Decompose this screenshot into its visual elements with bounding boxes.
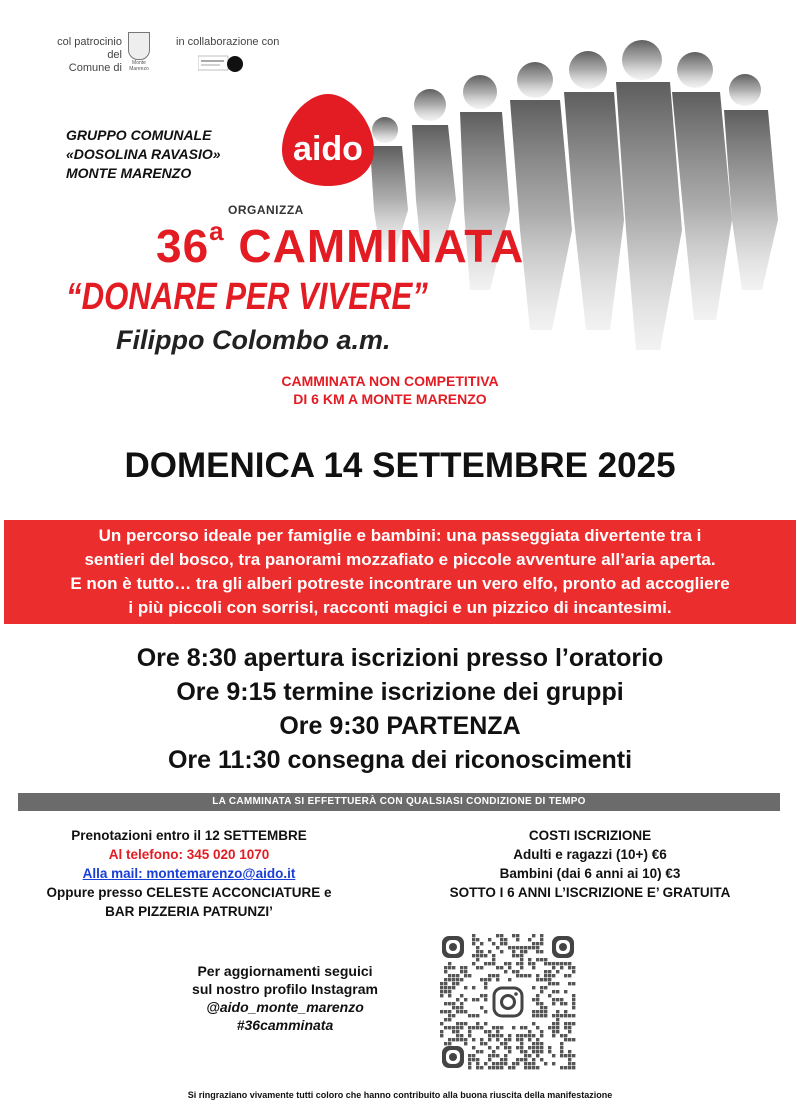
edition-number: 36 (156, 220, 210, 272)
booking-info (4, 826, 374, 921)
costs-children: Bambini (dai 6 anni ai 10) €3 (499, 866, 681, 881)
description-line4: i più piccoli con sorrisi, racconti magici e un pizzico di incantesimi. (128, 598, 672, 617)
instagram-info (160, 962, 410, 1034)
crest-icon (128, 32, 150, 60)
description-line3: E non è tutto… tra gli alberi potreste incontrare un vero elfo, pronto ad accogliere (70, 574, 730, 593)
aido-logo (280, 92, 376, 188)
organizer-name (66, 126, 221, 183)
qr-code-icon[interactable] (440, 934, 576, 1070)
schedule-item: Ore 11:30 consegna dei riconoscimenti (167, 746, 633, 774)
event-memorial: Filippo Colombo a.m. (116, 325, 391, 355)
instagram-line2: sul nostro profilo Instagram (192, 981, 378, 997)
costs-info (400, 826, 780, 902)
booking-mail-link[interactable]: Alla mail: montemarenzo@aido.it (82, 866, 296, 881)
footer-thanks: Si ringraziano vivamente tutti coloro che hanno contribuito alla buona riuscita della manifestazione (187, 1090, 613, 1100)
schedule-item: Ore 8:30 apertura iscrizioni presso l’oratorio (136, 644, 664, 672)
instagram-icon (490, 984, 526, 1020)
instagram-handle: @aido_monte_marenzo (206, 999, 364, 1015)
patronage-line1: col patrocinio del (57, 36, 122, 61)
event-date: DOMENICA 14 SETTEMBRE 2025 (124, 446, 676, 485)
event-type (240, 372, 540, 408)
schedule (0, 641, 800, 777)
costs-title: COSTI ISCRIZIONE (528, 828, 652, 843)
event-title (156, 216, 524, 273)
event-type-line1: CAMMINATA NON COMPETITIVA (281, 373, 499, 389)
description-box (4, 520, 796, 624)
aido-logo-text: aido (293, 130, 363, 168)
crest-caption: Monte Marenzo (129, 60, 149, 72)
instagram-line1: Per aggiornamenti seguici (197, 963, 373, 979)
organizer-line2: «DOSOLINA RAVASIO» (66, 146, 221, 162)
schedule-item: Ore 9:15 termine iscrizione dei gruppi (176, 678, 624, 706)
runners-illustration (360, 0, 800, 380)
booking-phone: Al telefono: 345 020 1070 (108, 847, 270, 862)
organizza-label: ORGANIZZA (228, 203, 304, 217)
event-type-line2: DI 6 KM A MONTE MARENZO (293, 391, 487, 407)
booking-line5: BAR PIZZERIA PATRUNZI’ (105, 904, 273, 919)
collab-label: in collaborazione con (176, 36, 280, 48)
collab-logo-icon (198, 54, 244, 74)
organizer-line1: GRUPPO COMUNALE (66, 127, 212, 143)
organizer-line3: MONTE MARENZO (66, 165, 192, 181)
weather-notice: LA CAMMINATA SI EFFETTUERÀ CON QUALSIASI CONDIZIONE DI TEMPO (18, 793, 780, 811)
booking-line4: Oppure presso CELESTE ACCONCIATURE e (46, 885, 332, 900)
crest (126, 32, 152, 72)
description-line2: sentieri del bosco, tra panorami mozzafiato e piccole avventure all’aria aperta. (84, 550, 716, 569)
booking-line1: Prenotazioni entro il 12 SETTEMBRE (71, 828, 307, 843)
title-word: CAMMINATA (224, 220, 525, 272)
instagram-hashtag: #36camminata (236, 1017, 334, 1033)
edition-suffix: a (209, 216, 225, 246)
patronage-text (42, 36, 122, 75)
event-subtitle: “DONARE PER VIVERE” (66, 276, 428, 318)
description-line1: Un percorso ideale per famiglie e bambini: una passeggiata divertente tra i (98, 526, 702, 545)
patronage-line2: Comune di (68, 62, 122, 74)
schedule-item: Ore 9:30 PARTENZA (279, 712, 521, 740)
costs-free: SOTTO I 6 ANNI L’ISCRIZIONE E’ GRATUITA (449, 885, 731, 900)
costs-adults: Adulti e ragazzi (10+) €6 (513, 847, 667, 862)
